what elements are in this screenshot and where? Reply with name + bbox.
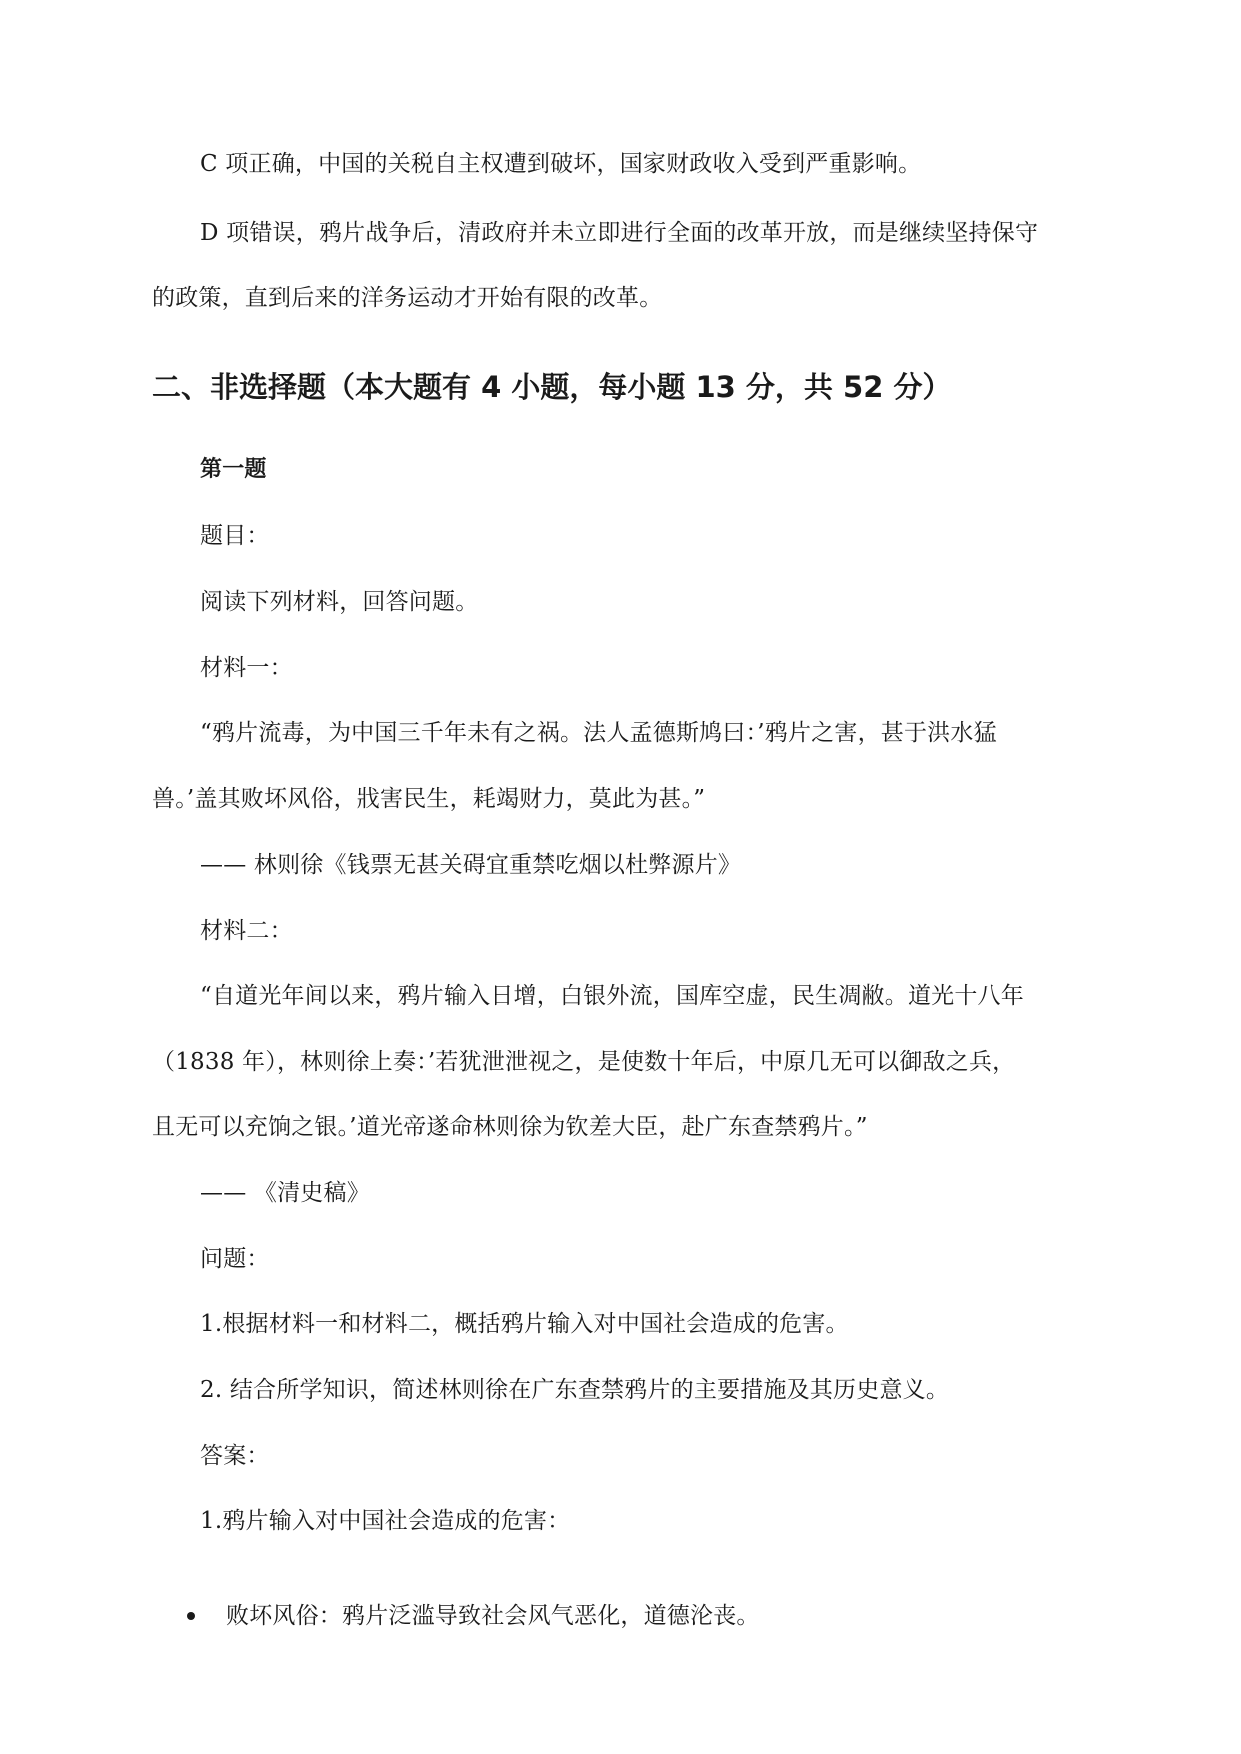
- material-one-quote-line-2: 兽。’盖其败坏风俗，戕害民生，耗竭财力，莫此为甚。”: [152, 786, 706, 812]
- prompt-label: 题目：: [200, 523, 270, 549]
- material-one-source: —— 林则徐《钱票无甚关碍宜重禁吃烟以杜弊源片》: [200, 852, 742, 878]
- section-heading: 二、非选择题（本大题有 4 小题，每小题 13 分，共 52 分）: [152, 370, 952, 404]
- material-two-quote-line-3: 且无可以充饷之银。’道光帝遂命林则徐为钦差大臣，赴广东查禁鸦片。”: [152, 1114, 868, 1140]
- question-title: 第一题: [200, 457, 267, 482]
- questions-label: 问题：: [200, 1246, 270, 1272]
- material-two-quote-line-2: （1838 年），林则徐上奏：’若犹泄泄视之，是使数十年后，中原几无可以御敌之兵，: [152, 1049, 1016, 1075]
- material-one-quote-line-1: “鸦片流毒，为中国三千年未有之祸。法人孟德斯鸠曰：’鸦片之害，甚于洪水猛: [200, 720, 997, 746]
- material-two-source: —— 《清史稿》: [200, 1180, 370, 1206]
- answer-bullet-1: 败坏风俗：鸦片泛滥导致社会风气恶化，道德沦丧。: [226, 1603, 760, 1629]
- material-two-quote-line-1: “自道光年间以来，鸦片输入日增，白银外流，国库空虚，民生凋敝。道光十八年: [200, 983, 1024, 1009]
- question-1-text: 1.根据材料一和材料二，概括鸦片输入对中国社会造成的危害。: [200, 1311, 849, 1337]
- answer-label: 答案：: [200, 1443, 270, 1469]
- bullet-dot-icon: [187, 1612, 195, 1620]
- instruction-text: 阅读下列材料，回答问题。: [200, 589, 479, 615]
- material-two-label: 材料二：: [200, 918, 293, 944]
- material-one-label: 材料一：: [200, 655, 293, 681]
- option-d-explanation-line-2: 的政策，直到后来的洋务运动才开始有限的改革。: [152, 285, 663, 311]
- option-d-explanation-line-1: D 项错误，鸦片战争后，清政府并未立即进行全面的改革开放，而是继续坚持保守: [200, 220, 1039, 246]
- option-c-explanation: C 项正确，中国的关税自主权遭到破坏，国家财政收入受到严重影响。: [200, 151, 922, 177]
- answer-1-title: 1.鸦片输入对中国社会造成的危害：: [200, 1508, 571, 1534]
- question-2-text: 2. 结合所学知识，简述林则徐在广东查禁鸦片的主要措施及其历史意义。: [200, 1377, 950, 1403]
